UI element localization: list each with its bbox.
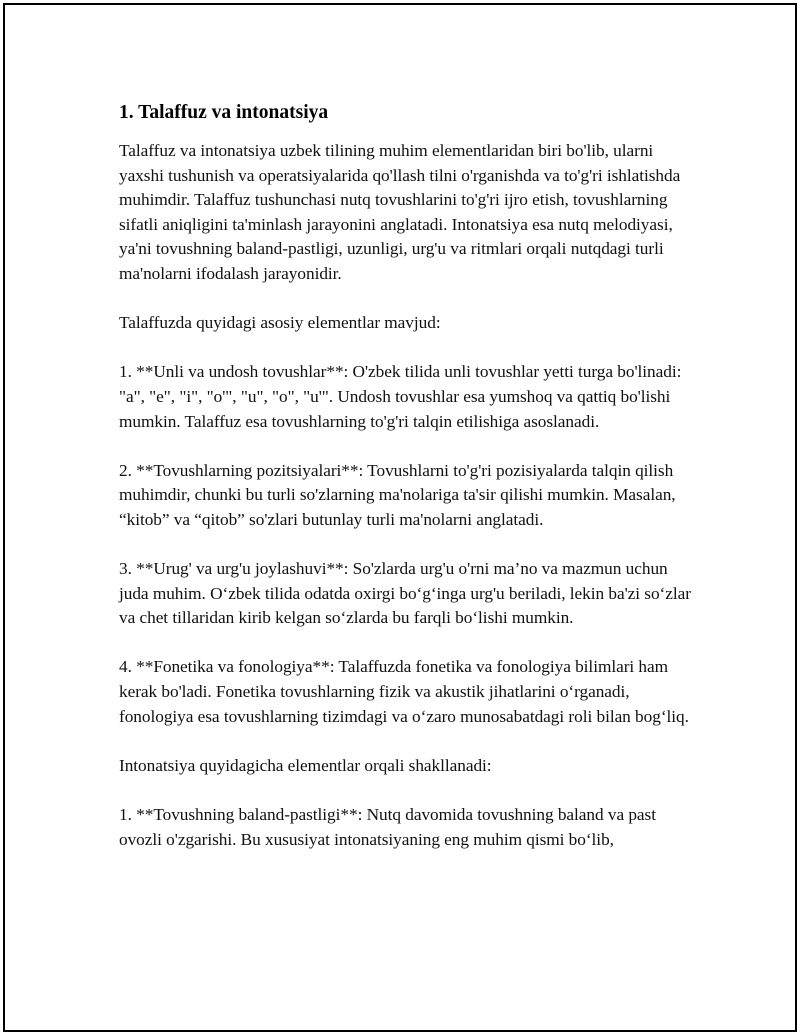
list-item-vowels-consonants: 1. **Unli va undosh tovushlar**: O'zbek tilida unli tovushlar yetti turga bo'linadi: "a", "e", "i", "o'", "u", "o", "u'". Undosh tovushlar esa yumshoq va qattiq bo'lishi mumkin. Talaffuz esa tovushlarning to'g'ri talqin etilishiga asoslanadi. xyxy=(119,362,682,431)
page-frame xyxy=(3,3,797,1032)
list-item-phonetics-phonology: 4. **Fonetika va fonologiya**: Talaffuzda fonetika va fonologiya bilimlari ham kerak bo'ladi. Fonetika tovushlarning fizik va akustik jihatlarini o‘rganadi, fonologiya esa tovushlarning tizimdagi va o‘zaro munosabatdagi roli bilan bog‘liq. xyxy=(119,657,689,726)
list-item-pitch: 1. **Tovushning baland-pastligi**: Nutq davomida tovushning baland va past ovozli o'zgarishi. Bu xususiyat intonatsiyaning eng muhim qismi bo‘lib, xyxy=(119,805,656,849)
document-body xyxy=(119,89,699,877)
pronunciation-elements-intro: Talaffuzda quyidagi asosiy elementlar mavjud: xyxy=(119,313,441,333)
intonation-elements-intro: Intonatsiya quyidagicha elementlar orqali shakllanadi: xyxy=(119,755,492,775)
list-item-sound-positions: 2. **Tovushlarning pozitsiyalari**: Tovushlarni to'g'ri pozisiyalarda talqin qilish muhimdir, chunki bu turli so'zlarning ma'nolariga ta'sir qilishi mumkin. Masalan, “kitob” va “qitob” so'zlari butunlay turli ma'nolarni anglatadi. xyxy=(119,460,676,529)
list-item-stress-placement: 3. **Urug' va urg'u joylashuvi**: So'zlarda urg'u o'rni ma’no va mazmun uchun juda muhim. O‘zbek tilida odatda oxirgi bo‘g‘inga urg'u beriladi, lekin ba'zi so‘zlar va chet tillaridan kirib kelgan so‘zlarda bu farqli bo‘lishi mumkin. xyxy=(119,559,691,628)
intro-paragraph: Talaffuz va intonatsiya uzbek tilining muhim elementlaridan biri bo'lib, ularni yaxshi tushunish va operatsiyalarida qo'llash tilni o'rganishda va to'g'ri ishlatishda muhimdir. Talaffuz tushunchasi nutq tovushlarini to'g'ri ijro etish, tovushlarning sifatli aniqligini ta'minlash jarayonini anglatadi. Intonatsiya esa nutq melodiyasi, ya'ni tovushning baland-pastligi, uzunligi, urg'u va ritmlari orqali nutqdagi turli ma'nolarni ifodalash jarayonidir. xyxy=(119,141,681,283)
section-title: 1. Talaffuz va intonatsiya xyxy=(119,102,329,123)
